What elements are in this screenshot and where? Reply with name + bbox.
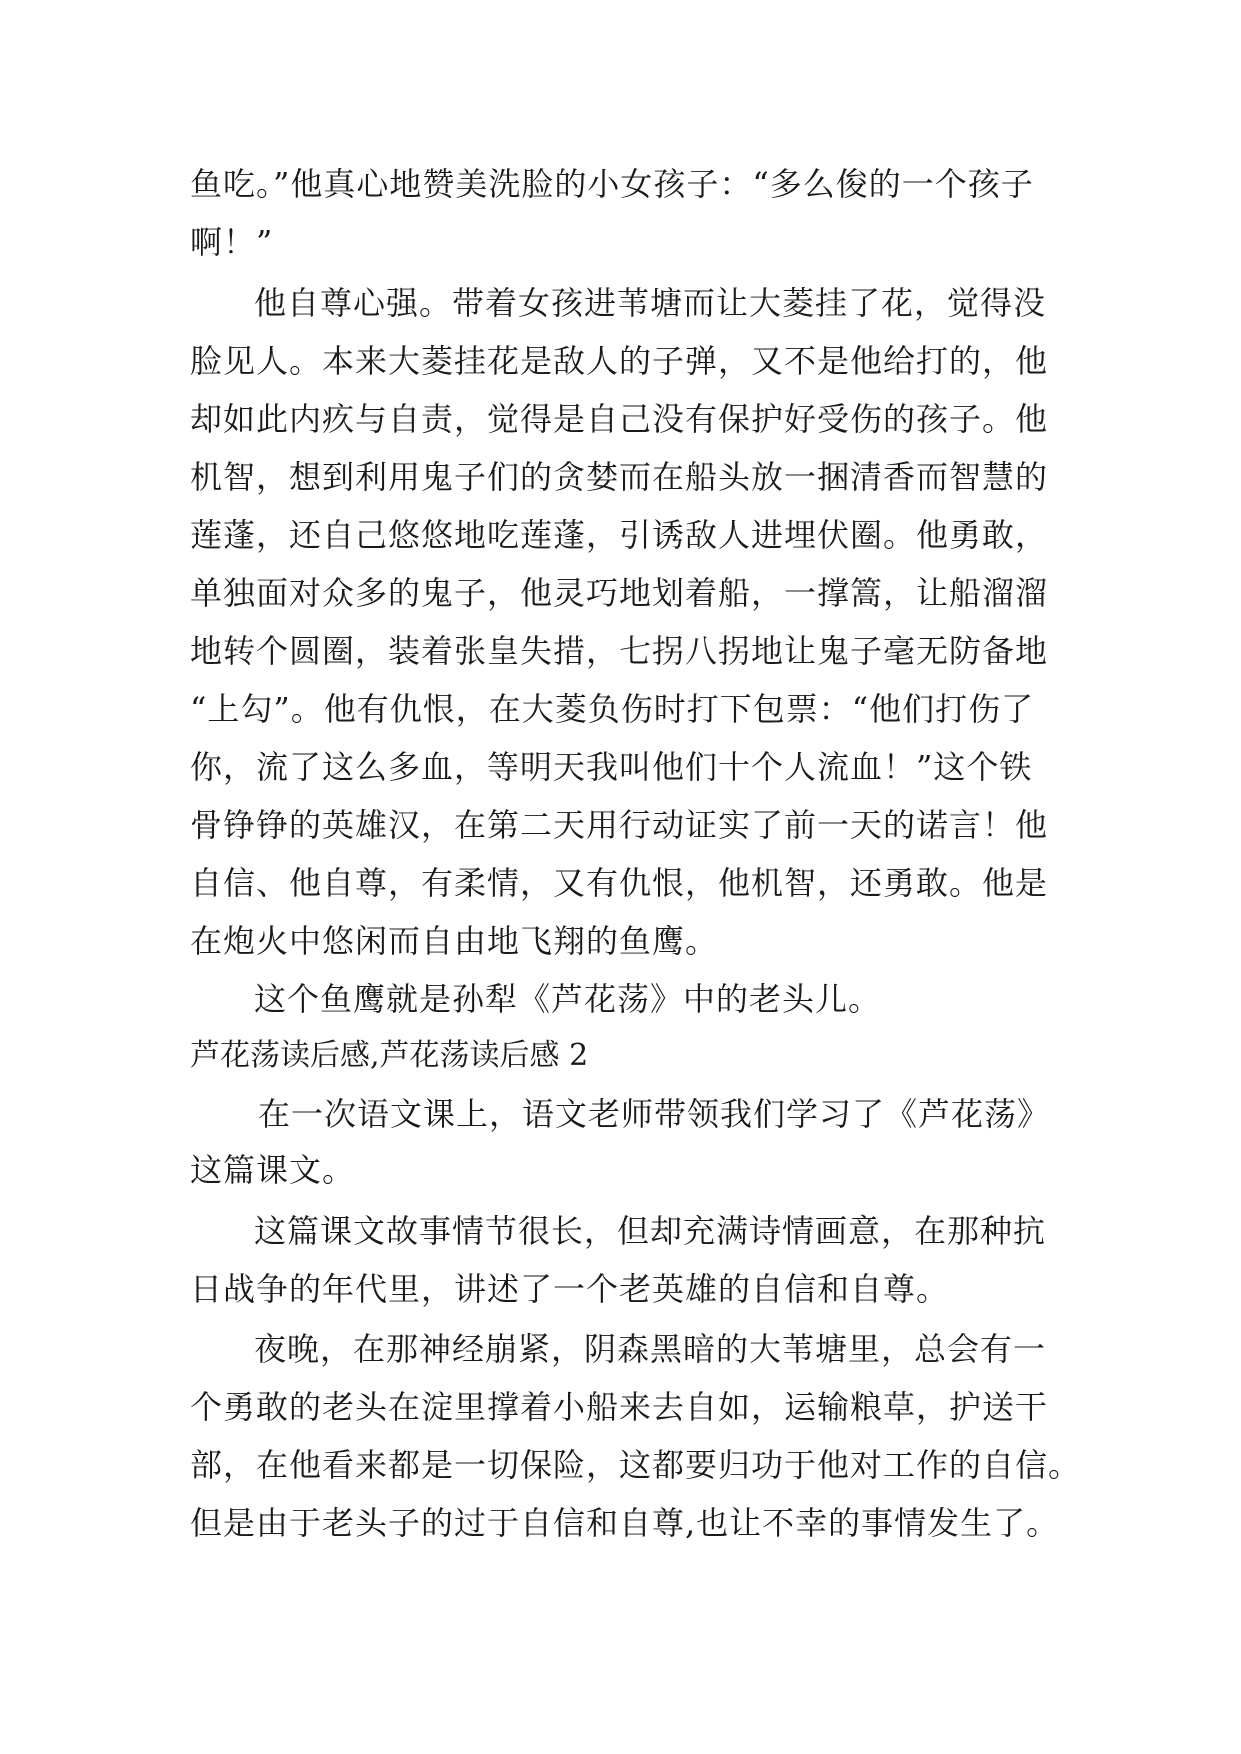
- text-line: 但是由于老头子的过于自信和自尊,也让不幸的事情发生了。: [190, 1504, 1060, 1542]
- text-line: 啊！”: [190, 223, 274, 261]
- text-line: 却如此内疚与自责，觉得是自己没有保护好受伤的孩子。他: [190, 400, 1049, 438]
- text-line: 自信、他自尊，有柔情，又有仇恨，他机智，还勇敢。他是: [190, 864, 1049, 902]
- text-line: 部，在他看来都是一切保险，这都要归功于他对工作的自信。: [190, 1446, 1082, 1484]
- text-line: 莲蓬，还自己悠悠地吃莲蓬，引诱敌人进埋伏圈。他勇敢，: [190, 516, 1049, 554]
- paragraph-start-line: 这个鱼鹰就是孙犁《芦花荡》中的老头儿。: [254, 980, 882, 1018]
- text-line: 骨铮铮的英雄汉，在第二天用行动证实了前一天的诺言！他: [190, 806, 1049, 844]
- text-line: 地转个圆圈，装着张皇失措，七拐八拐地让鬼子毫无防备地: [190, 632, 1049, 670]
- paragraph-start-line: 他自尊心强。带着女孩进苇塘而让大菱挂了花，觉得没: [254, 284, 1047, 322]
- text-line: 日战争的年代里，讲述了一个老英雄的自信和自尊。: [190, 1270, 950, 1308]
- text-line: 在炮火中悠闲而自由地飞翔的鱼鹰。: [190, 922, 719, 960]
- paragraph-start-line: 夜晚，在那神经崩紧，阴森黑暗的大苇塘里，总会有一: [254, 1330, 1047, 1368]
- text-line: 鱼吃。”他真心地赞美洗脸的小女孩子：“多么俊的一个孩子: [190, 165, 1034, 203]
- text-line: 这篇课文。: [190, 1151, 356, 1189]
- text-line: 脸见人。本来大菱挂花是敌人的子弹，又不是他给打的，他: [190, 342, 1049, 380]
- text-line: 个勇敢的老头在淀里撑着小船来去自如，运输粮草，护送干: [190, 1388, 1049, 1426]
- section-heading: 芦花荡读后感,芦花荡读后感 2: [190, 1038, 589, 1073]
- paragraph-start-line: 在一次语文课上，语文老师带领我们学习了《芦花荡》: [258, 1095, 1051, 1133]
- paragraph-start-line: 这篇课文故事情节很长，但却充满诗情画意，在那种抗: [254, 1212, 1047, 1250]
- text-line: 你，流了这么多血，等明天我叫他们十个人流血！”这个铁: [190, 748, 1033, 786]
- text-line: 单独面对众多的鬼子，他灵巧地划着船，一撑篙，让船溜溜: [190, 574, 1049, 612]
- text-line: “上勾”。他有仇恨，在大菱负伤时打下包票：“他们打伤了: [190, 690, 1035, 728]
- text-line: 机智，想到利用鬼子们的贪婪而在船头放一捆清香而智慧的: [190, 458, 1049, 496]
